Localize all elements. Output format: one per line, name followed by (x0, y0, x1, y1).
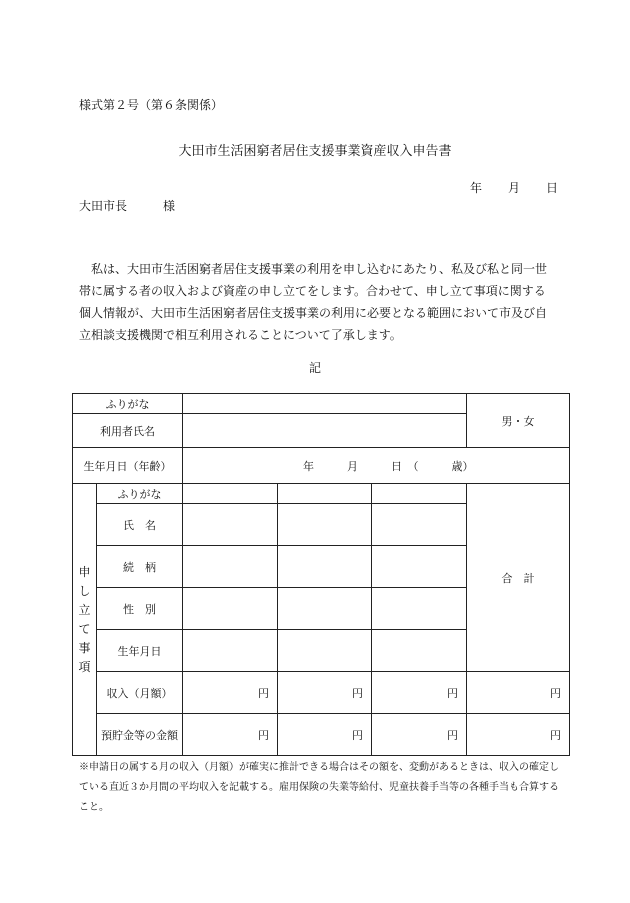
date-month-label: 月 (508, 181, 521, 195)
member-3-savings[interactable]: 円 (372, 714, 467, 756)
document-title: 大田市生活困窮者居住支援事業資産収入申告書 (178, 144, 452, 159)
savings-label: 預貯金等の金額 (97, 714, 183, 756)
member-1-income[interactable]: 円 (183, 672, 278, 714)
total-savings[interactable]: 円 (467, 714, 570, 756)
member-birthdate-label: 生年月日 (97, 630, 183, 672)
income-label: 収入（月額） (97, 672, 183, 714)
user-furigana-field[interactable] (183, 394, 467, 414)
member-3-relation[interactable] (372, 546, 467, 588)
declaration-text: 私は、大田市生活困窮者居住支援事業の利用を申し込むにあたり、私及び私と同一世帯に属する者の収入および資産の申し立てをします。合わせて、申し立て事項に関する個人情報が、大田市生活困窮者居住支援事業の利用に必要となる範囲において市及び自立相談支援機関で相互利用されることについて了承します。 (79, 262, 548, 342)
addressee: 大田市長 様 (79, 199, 176, 213)
member-sex-label: 性 別 (97, 588, 183, 630)
gender-selector[interactable]: 男・女 (467, 394, 570, 448)
member-2-income[interactable]: 円 (278, 672, 372, 714)
member-1-relation[interactable] (183, 546, 278, 588)
member-2-name[interactable] (278, 504, 372, 546)
member-name-label: 氏 名 (97, 504, 183, 546)
total-income[interactable]: 円 (467, 672, 570, 714)
total-label: 合 計 (467, 484, 570, 672)
ki-label: 記 (308, 361, 321, 375)
user-name-field[interactable] (183, 414, 467, 448)
member-3-furigana[interactable] (372, 484, 467, 504)
member-3-income[interactable]: 円 (372, 672, 467, 714)
form-number: 様式第２号（第６条関係） (79, 98, 224, 112)
member-2-relation[interactable] (278, 546, 372, 588)
member-2-sex[interactable] (278, 588, 372, 630)
member-3-sex[interactable] (372, 588, 467, 630)
footnote: ※申請日の属する月の収入（月額）が確実に推計できる場合はその額を、変動があるときは、収入の確定している直近３か月間の平均収入を記載する。雇用保険の失業等給付、児童扶養手当等の各種手当も合算すること。 (79, 762, 559, 813)
member-2-furigana[interactable] (278, 484, 372, 504)
member-1-birthdate[interactable] (183, 630, 278, 672)
member-1-savings[interactable]: 円 (183, 714, 278, 756)
member-3-birthdate[interactable] (372, 630, 467, 672)
member-1-name[interactable] (183, 504, 278, 546)
date-day-label: 日 (546, 181, 559, 195)
member-relation-label: 続 柄 (97, 546, 183, 588)
user-name-label: 利用者氏名 (73, 414, 183, 448)
birth-age-label: 生年月日（年齢） (73, 448, 183, 484)
date-line (470, 179, 558, 196)
section-label (73, 484, 97, 756)
declaration-table (72, 393, 570, 756)
member-2-birthdate[interactable] (278, 630, 372, 672)
user-furigana-label: ふりがな (73, 394, 183, 414)
date-year-label: 年 (470, 181, 483, 195)
member-2-savings[interactable]: 円 (278, 714, 372, 756)
section-label-text: 申 し 立 て 事 項 (78, 564, 91, 674)
member-1-furigana[interactable] (183, 484, 278, 504)
member-furigana-label: ふりがな (97, 484, 183, 504)
member-1-sex[interactable] (183, 588, 278, 630)
member-3-name[interactable] (372, 504, 467, 546)
birth-age-field[interactable]: 年 月 日 （ 歳） (183, 448, 570, 484)
